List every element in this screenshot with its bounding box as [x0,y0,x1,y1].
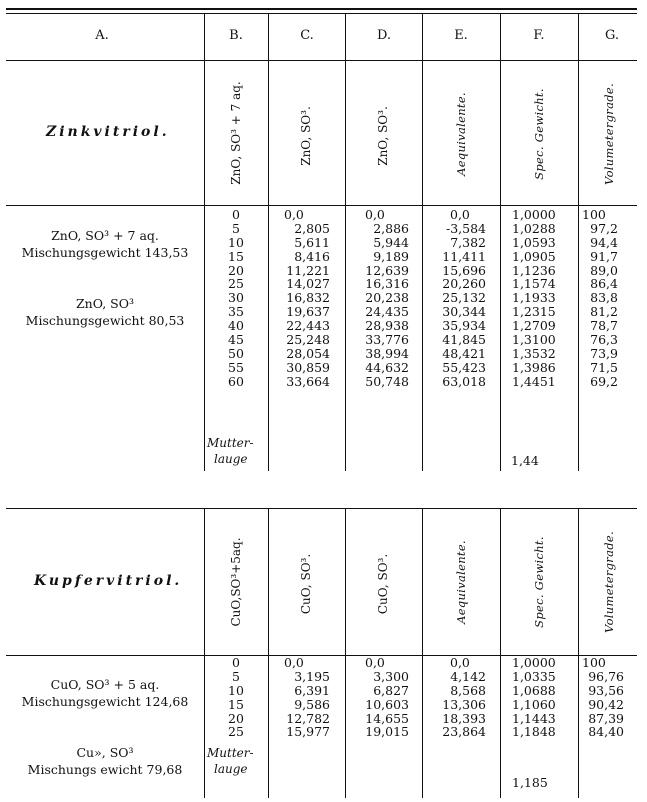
zinc-col-b [205,208,267,389]
table-cell: 0,0 [284,655,304,670]
copper-col-g [582,656,624,739]
vline [578,508,579,798]
vline [422,508,423,798]
zinc-header-d: ZnO, SO³. [376,106,390,166]
table-cell: 0,0 [365,655,385,670]
copper-col-e [424,656,486,739]
copper-mother-liquor-label-1: Mutter- [207,746,254,760]
copper-col-d [347,656,409,739]
table-cell: 10 [228,682,244,698]
zinc-header-b: ZnO, SO³ + 7 aq. [229,81,243,185]
table-cell: 28,054 [286,345,330,361]
copper-header-f: Spec. Gewicht. [532,536,546,628]
table-cell: 28,938 [365,318,409,334]
zinc-formula-hydrate: ZnO, SO³ + 7 aq. [51,228,159,243]
column-header-c: C. [300,28,314,43]
table-cell: 97,2 [590,220,618,236]
table-cell: 0,0 [284,207,304,222]
table-cell: 1,0000 [512,655,556,670]
zinc-weight-anhydrous: Mischungsgewicht 80,53 [25,313,185,328]
table-cell: 5 [232,220,240,236]
zinc-col-c [270,208,330,389]
table-cell: 91,7 [590,248,618,264]
vline [422,14,423,471]
table-cell: 1,0905 [512,248,556,264]
zinc-mother-liquor-value: 1,44 [511,453,539,468]
table-cell: 6,391 [294,682,330,698]
table-cell: 30,859 [286,359,330,375]
copper-col-c [270,656,330,739]
copper-top-rule [6,508,637,509]
zinc-weight-hydrate: Mischungsgewicht 143,53 [21,245,189,260]
zinc-mother-liquor-label-2: lauge [214,452,248,466]
table-cell: 1,0593 [512,234,556,250]
table-cell: 83,8 [590,290,618,306]
table-cell: 94,4 [590,234,618,250]
zinc-header-f: Spec. Gewicht. [532,88,546,180]
table-cell: 33,776 [365,332,409,348]
table-cell: 12,782 [286,710,330,726]
vline [578,14,579,471]
table-cell: 1,4451 [512,373,556,389]
vline [500,508,501,798]
column-header-a: A. [95,28,109,43]
table-cell: 45 [228,332,244,348]
table-cell: 23,864 [442,724,486,740]
zinc-col-e [424,208,486,389]
copper-header-g: Volumetergrade. [602,531,616,633]
table-cell: 86,4 [590,276,618,292]
table-cell: 50,748 [365,373,409,389]
table-cell: 0 [232,655,240,670]
table-cell: 1,2315 [512,304,556,320]
table-cell: 69,2 [590,373,618,389]
table-cell: 1,3532 [512,345,556,361]
header-rule [6,60,637,61]
zinc-header-e: Aequivalente. [454,92,468,176]
table-cell: 44,632 [365,359,409,375]
table-cell: 15,696 [442,262,486,278]
table-cell: 5,944 [373,234,409,250]
table-cell: 90,42 [588,696,624,712]
copper-mother-liquor-value: 1,185 [512,775,548,790]
vline [345,508,346,798]
table-cell: 89,0 [590,262,618,278]
table-cell: 10 [228,234,244,250]
table-cell: 14,027 [286,276,330,292]
table-cell: 1,1574 [512,276,556,292]
column-header-e: E. [454,28,468,43]
zinc-col-d [347,208,409,389]
table-cell: 73,9 [590,345,618,361]
zinc-header-g: Volumetergrade. [602,83,616,185]
top-double-rule-1 [6,8,637,10]
vline [268,14,269,471]
table-cell: 55 [228,359,244,375]
table-cell: 5,611 [294,234,330,250]
table-cell: 100 [582,655,606,670]
table-cell: 33,664 [286,373,330,389]
table-cell: 60 [228,373,244,389]
table-cell: 9,189 [373,248,409,264]
table-cell: 3,300 [373,668,409,684]
table-cell: 1,0335 [512,668,556,684]
column-header-d: D. [376,28,392,43]
table-cell: 78,7 [590,318,618,334]
table-cell: 19,637 [286,304,330,320]
table-cell: 25 [228,724,244,740]
table-cell: 25 [228,276,244,292]
copper-mother-liquor-label-2: lauge [214,762,248,776]
table-cell: 1,3100 [512,332,556,348]
table-cell: 20,238 [365,290,409,306]
table-cell: 2,805 [294,220,330,236]
table-cell: 7,382 [450,234,486,250]
table-cell: 22,443 [286,318,330,334]
table-cell: 1,0000 [512,207,556,222]
table-cell: 41,845 [442,332,486,348]
table-cell: 6,827 [373,682,409,698]
table-cell: 20 [228,710,244,726]
table-cell: 25,248 [286,332,330,348]
table-cell: 19,015 [365,724,409,740]
table-cell: 1,3986 [512,359,556,375]
copper-header-e: Aequivalente. [454,540,468,624]
copper-header-c: CuO, SO³. [299,553,313,615]
vline [500,14,501,471]
vline [268,508,269,798]
table-cell: 16,316 [365,276,409,292]
copper-header-b: CuO,SO³+5aq. [229,537,243,627]
table-cell: 35 [228,304,244,320]
table-cell: 1,2709 [512,318,556,334]
copper-weight-hydrate: Mischungsgewicht 124,68 [21,694,189,709]
copper-header-d: CuO, SO³. [376,553,390,615]
copper-weight-anhydrous: Mischungs ewicht 79,68 [27,762,183,777]
table-cell: 0,0 [365,207,385,222]
table-cell: 3,195 [294,668,330,684]
table-cell: 12,639 [365,262,409,278]
table-cell: 48,421 [442,345,486,361]
table-cell: 15,977 [286,724,330,740]
table-cell: 11,221 [286,262,330,278]
zinc-section-title: Zinkvitriol. [46,124,170,140]
table-cell: 87,39 [588,710,624,726]
table-cell: 35,934 [442,318,486,334]
table-cell: 24,435 [365,304,409,320]
table-cell: 9,586 [294,696,330,712]
table-cell: 63,018 [442,373,486,389]
table-cell: 18,393 [442,710,486,726]
table-cell: 20 [228,262,244,278]
table-cell: 10,603 [365,696,409,712]
copper-formula-anhydrous: Cu», SO³ [76,745,134,760]
copper-section-title: Kupfervitriol. [34,573,183,589]
table-cell: 5 [232,668,240,684]
table-cell: 1,1443 [512,710,556,726]
zinc-header-c: ZnO, SO³. [299,106,313,166]
table-cell: 15 [228,248,244,264]
table-cell: 15 [228,696,244,712]
zinc-header-bottom-rule [6,205,637,206]
table-cell: 100 [582,207,606,222]
table-cell: 96,76 [588,668,624,684]
table-cell: 38,994 [365,345,409,361]
table-cell: 8,568 [450,682,486,698]
table-cell: 71,5 [590,359,618,375]
vline [345,14,346,471]
zinc-formula-anhydrous: ZnO, SO³ [75,296,135,311]
column-header-f: F. [533,28,545,43]
zinc-col-g [582,208,618,389]
table-cell: 16,832 [286,290,330,306]
table-cell: 25,132 [442,290,486,306]
table-cell: 14,655 [365,710,409,726]
table-cell: -3,584 [445,220,486,236]
table-cell: 30 [228,290,244,306]
top-double-rule-2 [6,13,637,14]
table-cell: 55,423 [442,359,486,375]
table-cell: 1,1060 [512,696,556,712]
table-cell: 0 [232,207,240,222]
zinc-mother-liquor-label-1: Mutter- [207,436,254,450]
table-cell: 0,0 [450,207,470,222]
table-cell: 1,1848 [512,724,556,740]
table-cell: 11,411 [442,248,486,264]
table-cell: 1,0688 [512,682,556,698]
table-cell: 40 [228,318,244,334]
zinc-col-f [512,208,576,389]
column-header-g: G. [604,28,620,43]
table-cell: 1,0288 [512,220,556,236]
column-header-b: B. [229,28,243,43]
table-cell: 1,1236 [512,262,556,278]
table-cell: 30,344 [442,304,486,320]
table-cell: 13,306 [442,696,486,712]
table-cell: 4,142 [450,668,486,684]
table-cell: 93,56 [588,682,624,698]
copper-col-f [512,656,576,739]
copper-formula-hydrate: CuO, SO³ + 5 aq. [50,677,160,692]
table-cell: 50 [228,345,244,361]
table-cell: 84,40 [588,724,624,740]
table-cell: 76,3 [590,332,618,348]
copper-col-b [205,656,267,739]
table-cell: 2,886 [373,220,409,236]
table-cell: 20,260 [442,276,486,292]
table-cell: 0,0 [450,655,470,670]
table-cell: 81,2 [590,304,618,320]
table-cell: 8,416 [294,248,330,264]
table-cell: 1,1933 [512,290,556,306]
